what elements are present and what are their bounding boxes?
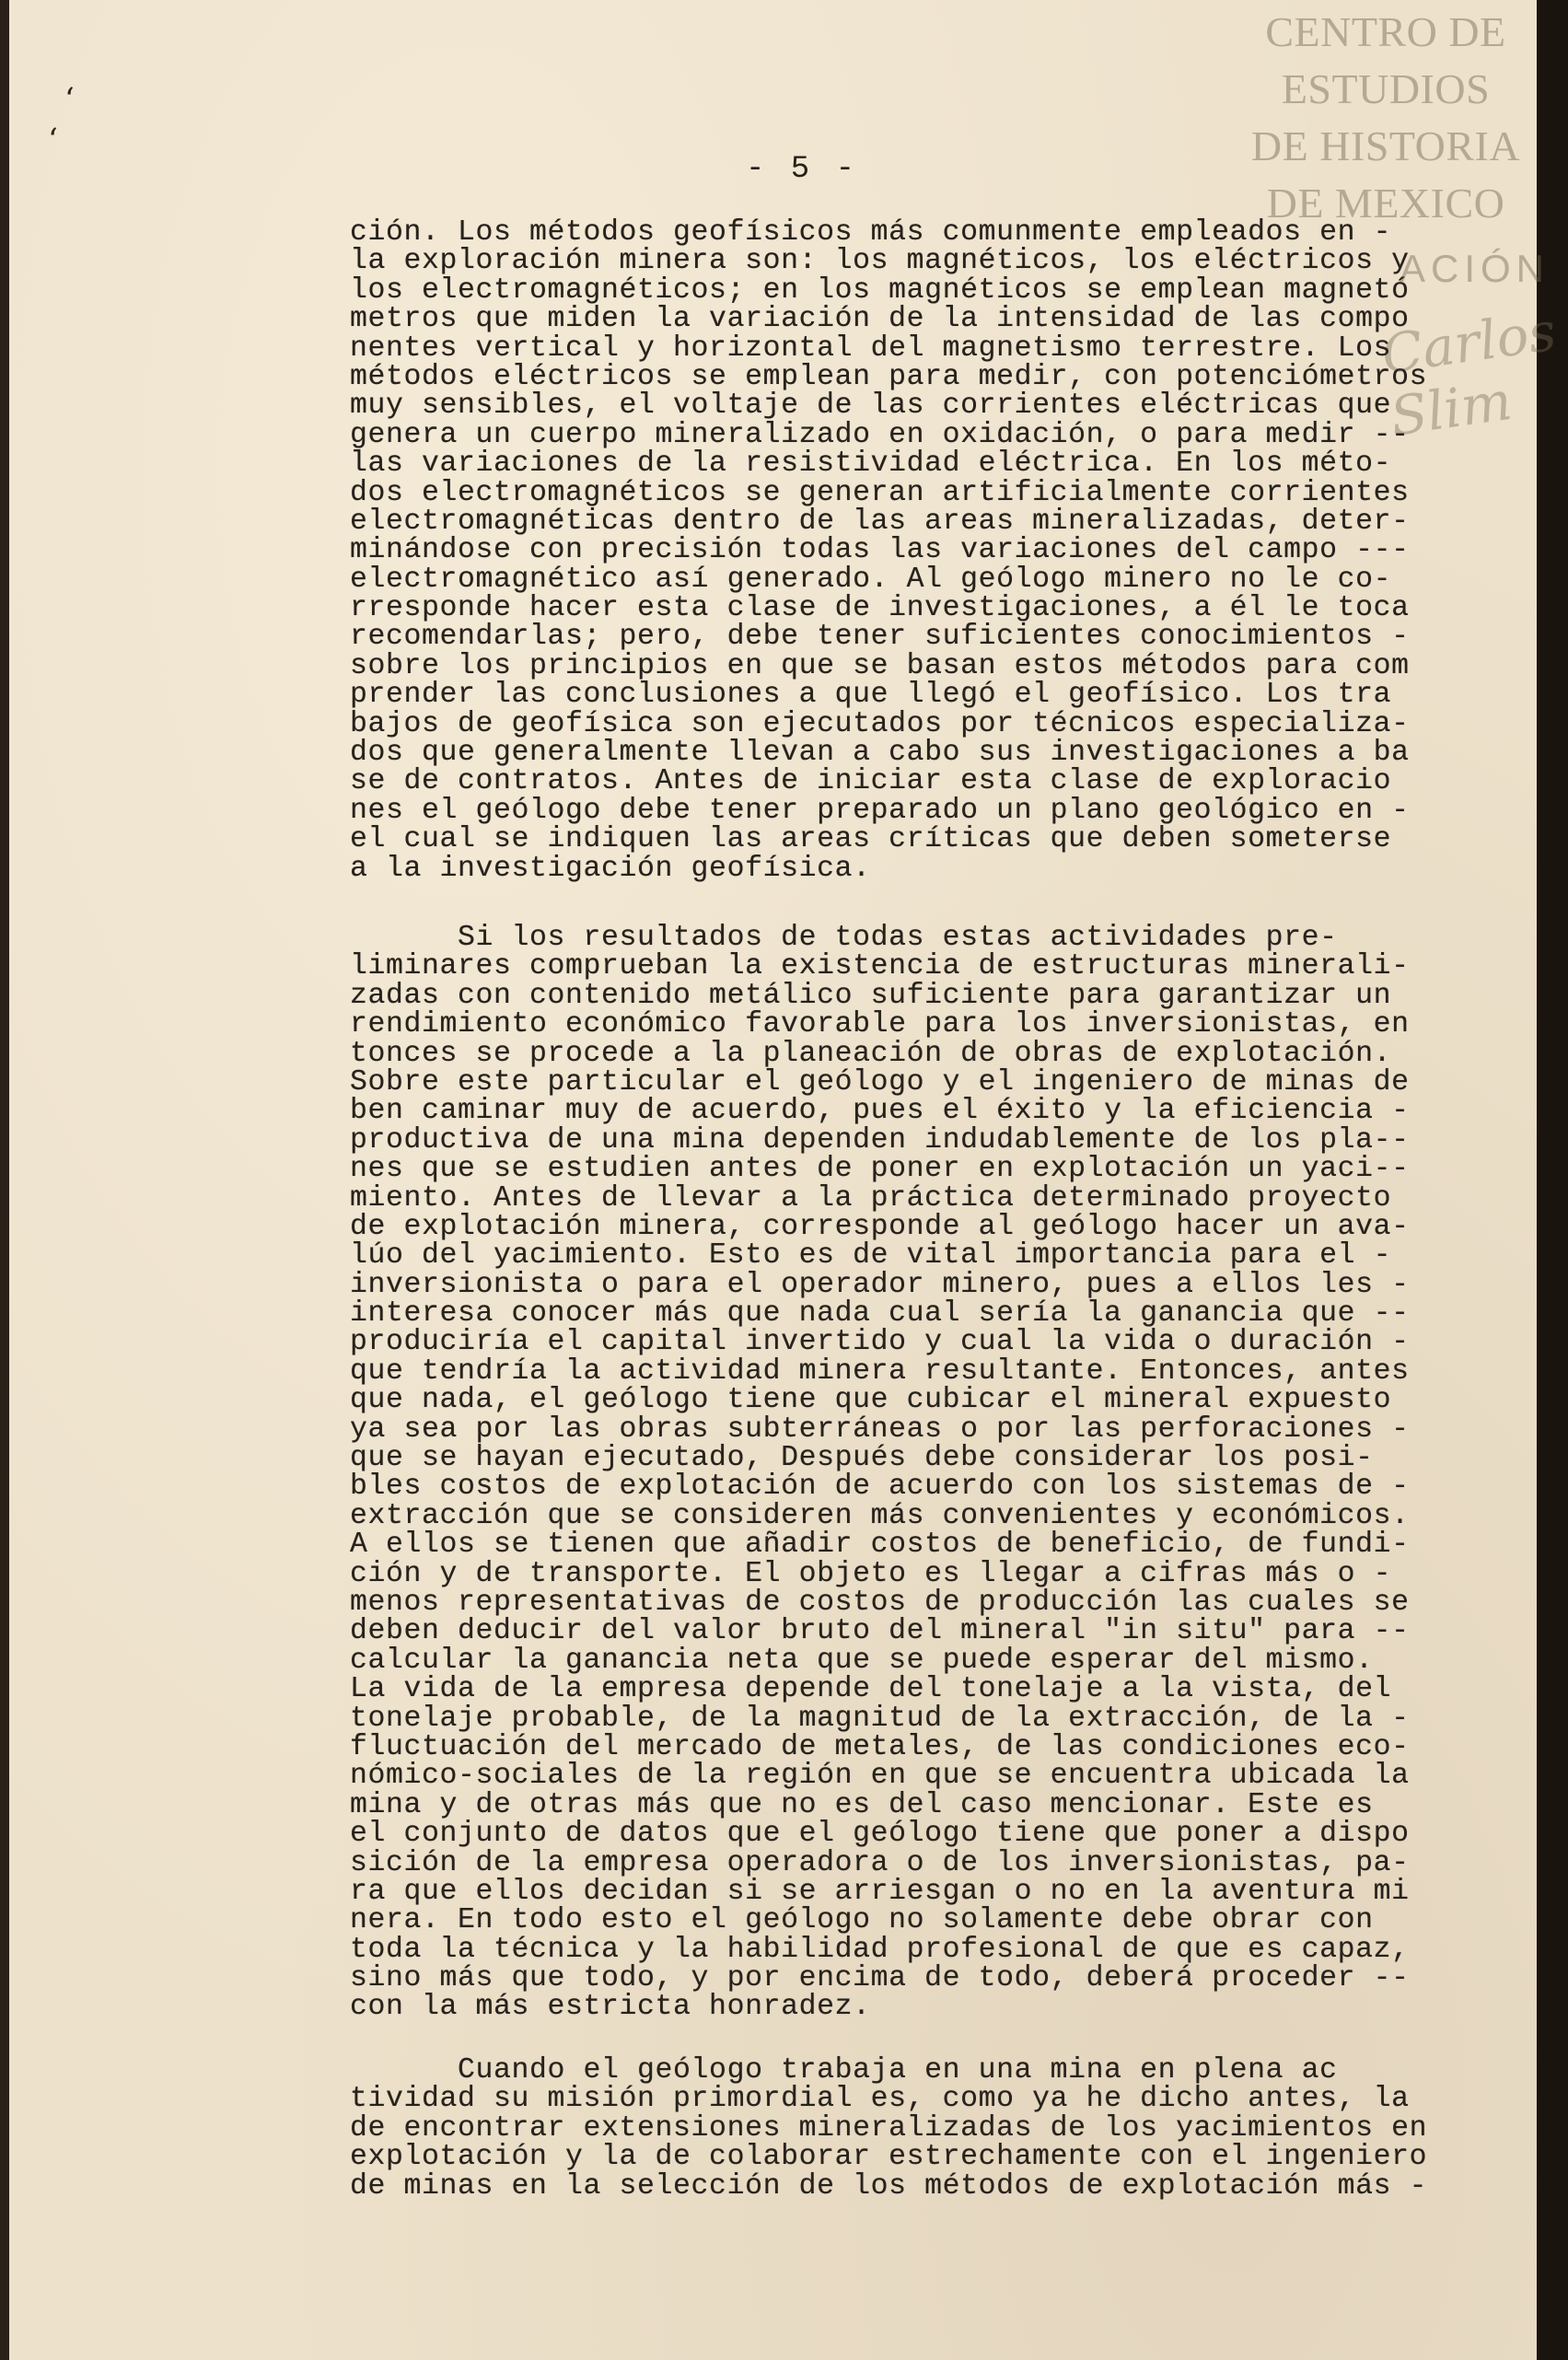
text-line: A ellos se tienen que añadir costos de beneficio, de fundi-	[350, 1529, 1410, 1562]
text-line: zadas con contenido metálico suficiente para garantizar un	[350, 979, 1392, 1012]
paragraph	[350, 2054, 1428, 2203]
text-line: nentes vertical y horizontal del magnetismo terrestre. Los	[350, 331, 1392, 365]
text-line: nes el geólogo debe tener preparado un plano geológico en -	[350, 794, 1410, 827]
text-line: ción. Los métodos geofísicos más comunmente empleados en -	[350, 216, 1392, 249]
text-line: nes que se estudien antes de poner en explotación un yaci--	[350, 1153, 1410, 1186]
text-line: extracción que se consideren más convenientes y económicos.	[350, 1499, 1410, 1532]
text-line: tonces se procede a la planeación de obras de explotación.	[350, 1037, 1392, 1070]
text-line: Cuando el geólogo trabaja en una mina en plena ac	[350, 2054, 1338, 2087]
text-line: muy sensibles, el voltaje de las corrientes eléctricas que	[350, 389, 1392, 423]
text-line: métodos eléctricos se emplean para medir, con potenciómetros	[350, 360, 1428, 393]
text-line: deben deducir del valor bruto del mineral "in situ" para --	[350, 1615, 1410, 1648]
text-line: ción y de transporte. El objeto es llegar a cifras más o -	[350, 1557, 1392, 1590]
text-line: explotación y la de colaborar estrechamente con el ingeniero	[350, 2141, 1428, 2174]
text-line: fluctuación del mercado de metales, de las condiciones eco-	[350, 1730, 1410, 1763]
text-line: electromagnético así generado. Al geólogo minero no le co-	[350, 563, 1392, 596]
text-line: tividad su misión primordial es, como ya he dicho antes, la	[350, 2083, 1410, 2116]
text-line: recomendarlas; pero, debe tener suficientes conocimientos -	[350, 621, 1410, 654]
stamp-line: ESTUDIOS	[1281, 65, 1491, 112]
text-line: prender las conclusiones a que llegó el geofísico. Los tra	[350, 679, 1392, 712]
text-line: que nada, el geólogo tiene que cubicar el mineral expuesto	[350, 1384, 1392, 1417]
text-line: con la más estricta honradez.	[350, 1991, 871, 2024]
text-line: Si los resultados de todas estas actividades pre-	[350, 922, 1338, 954]
text-line: liminares comprueban la existencia de estructuras minerali-	[350, 950, 1410, 983]
text-line: bles costos de explotación de acuerdo con los sistemas de -	[350, 1471, 1410, 1504]
paragraph	[350, 216, 1428, 885]
page-number: - 5 -	[746, 152, 859, 187]
text-line: dos electromagnéticos se generan artificialmente corrientes	[350, 476, 1410, 509]
text-line: nómico-sociales de la región en que se encuentra ubicada la	[350, 1760, 1410, 1793]
text-line: calcular la ganancia neta que se puede esperar del mismo.	[350, 1644, 1374, 1677]
text-line: metros que miden la variación de la intensidad de las compo	[350, 303, 1410, 336]
text-line: minándose con precisión todas las variaciones del campo ---	[350, 534, 1410, 567]
text-line: electromagnéticas dentro de las areas mineralizadas, deter-	[350, 505, 1410, 538]
text-line: las variaciones de la resistividad eléctrica. En los méto-	[350, 448, 1392, 481]
text-line: genera un cuerpo mineralizado en oxidación, o para medir --	[350, 418, 1410, 451]
text-line: tonelaje probable, de la magnitud de la extracción, de la -	[350, 1702, 1410, 1735]
text-line: inversionista o para el operador minero, pues a ellos les -	[350, 1268, 1410, 1301]
text-line: dos que generalmente llevan a cabo sus investigaciones a ba	[350, 737, 1410, 770]
text-line: la exploración minera son: los magnéticos, los eléctricos y	[350, 245, 1410, 278]
text-line: Sobre este particular el geólogo y el ingeniero de minas de	[350, 1065, 1410, 1099]
text-line: a la investigación geofísica.	[350, 852, 871, 885]
text-line: miento. Antes de llevar a la práctica determinado proyecto	[350, 1181, 1392, 1215]
text-line: sino más que todo, y por encima de todo, deberá proceder --	[350, 1962, 1410, 1995]
stamp-line: CENTRO DE	[1265, 8, 1506, 55]
text-line: bajos de geofísica son ejecutados por técnicos especializa-	[350, 707, 1410, 740]
text-line: interesa conocer más que nada cual sería la ganancia que --	[350, 1297, 1410, 1331]
text-line: nera. En todo esto el geólogo no solamente debe obrar con	[350, 1904, 1374, 1937]
paragraph	[350, 924, 1418, 2022]
text-line: ben caminar muy de acuerdo, pues el éxito y la eficiencia -	[350, 1095, 1410, 1128]
text-line: de minas en la selección de los métodos de explotación más -	[350, 2169, 1428, 2203]
text-line: de encontrar extensiones mineralizadas de los yacimientos en	[350, 2111, 1428, 2145]
stamp-line: DE MEXICO	[1266, 180, 1505, 227]
text-line: el cual se indiquen las areas críticas que deben someterse	[350, 823, 1392, 856]
text-line: rresponde hacer esta clase de investigaciones, a él le toca	[350, 592, 1410, 625]
archive-stamp	[1238, 4, 1533, 232]
text-line: que tendría la actividad minera resultante. Entonces, antes	[350, 1354, 1410, 1388]
text-line: sición de la empresa operadora o de los inversionistas, pa-	[350, 1846, 1410, 1879]
text-line: lúo del yacimiento. Esto es de vital importancia para el -	[350, 1239, 1392, 1273]
text-line: menos representativas de costos de producción las cuales se	[350, 1586, 1410, 1619]
scan-edge	[0, 0, 9, 2360]
text-line: rendimiento económico favorable para los inversionistas, en	[350, 1008, 1410, 1041]
fundacion-watermark: ACIÓN	[1400, 247, 1551, 290]
text-line: que se hayan ejecutado, Después debe considerar los posi-	[350, 1442, 1374, 1475]
margin-mark: ‘	[64, 81, 75, 118]
text-line: se de contratos. Antes de iniciar esta clase de exploracio	[350, 765, 1392, 798]
text-line: La vida de la empresa depende del tonelaje a la vista, del	[350, 1673, 1392, 1706]
text-line: sobre los principios en que se basan estos métodos para com	[350, 649, 1410, 682]
signature-watermark: Carlos Slim	[1377, 299, 1560, 448]
text-line: de explotación minera, corresponde al geólogo hacer un ava-	[350, 1210, 1410, 1243]
stamp-line: DE HISTORIA	[1250, 122, 1521, 169]
text-line: ya sea por las obras subterráneas o por las perforaciones -	[350, 1413, 1410, 1446]
margin-mark: ‘	[48, 122, 58, 158]
text-line: los electromagnéticos; en los magnéticos se emplean magnetó	[350, 273, 1410, 307]
text-line: productiva de una mina dependen indudablemente de los pla--	[350, 1123, 1410, 1157]
text-line: ra que ellos decidan si se arriesgan o no en la aventura mi	[350, 1875, 1410, 1908]
text-line: produciría el capital invertido y cual la vida o duración -	[350, 1326, 1410, 1359]
text-line: mina y de otras más que no es del caso mencionar. Este es	[350, 1788, 1374, 1821]
text-line: toda la técnica y la habilidad profesional de que es capaz,	[350, 1933, 1410, 1966]
text-line: el conjunto de datos que el geólogo tiene que poner a dispo	[350, 1818, 1410, 1851]
